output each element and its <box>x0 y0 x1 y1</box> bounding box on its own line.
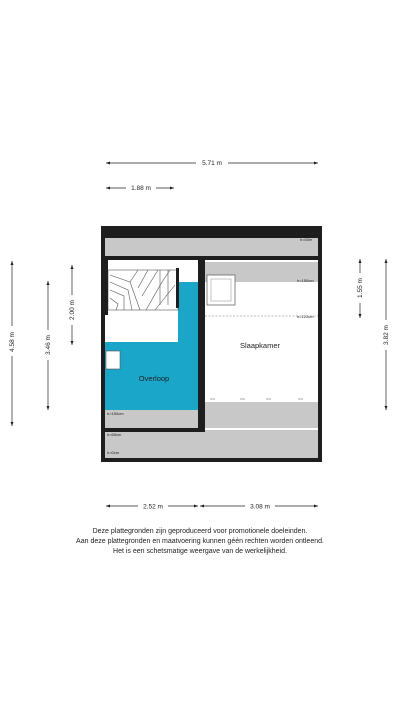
dim-right-height-total <box>380 259 392 410</box>
dim-bottom-right <box>200 500 318 511</box>
dim-left-height-mid-label: 3.46 m <box>45 335 52 355</box>
room-overloop-label: Overloop <box>138 374 170 383</box>
dim-left-height-mid <box>42 281 54 410</box>
cabinet-overloop <box>106 351 120 369</box>
height-label-0: h=0cm <box>107 450 120 455</box>
dim-bottom-left <box>106 500 198 511</box>
dim-bottom-right-label: 3.08 m <box>250 503 270 511</box>
wall-stair-left <box>105 260 108 315</box>
height-label-122: h=122cm <box>297 314 314 319</box>
wall-internal-vertical <box>198 258 205 430</box>
dim-total-width-label: 5.71 m <box>202 160 222 167</box>
low-ceiling-top <box>105 238 318 256</box>
dim-right-height-upper <box>354 259 366 318</box>
disclaimer-line-1: Deze plattegronden zijn geproduceerd voor promotionele doeleinden. <box>92 528 308 535</box>
overloop-stair-landing <box>178 282 198 305</box>
dim-left-height-total <box>6 261 18 426</box>
height-label-top: h=00m <box>300 237 313 242</box>
height-label-150-right: h=150cm <box>297 278 314 283</box>
height-label-150-left: h=150cm <box>107 411 124 416</box>
disclaimer-line-2: Aan deze plattegronden en maatvoering kunnen géén rechten worden ontleend. <box>76 538 324 545</box>
low-ceiling-bottom <box>105 430 318 458</box>
height-label-65: h=65cm <box>107 432 122 437</box>
dim-stair-width-label: 1.88 m <box>131 185 151 192</box>
dim-bottom-left-label: 2.52 m <box>143 503 163 511</box>
wall-internal-top <box>105 256 318 260</box>
dim-stair-width <box>106 182 174 193</box>
dim-right-height-upper-label: 1.55 m <box>357 278 364 298</box>
disclaimer <box>0 527 400 557</box>
plan-body <box>101 226 322 462</box>
dim-right-height-total-label: 3.82 m <box>383 325 390 345</box>
room-slaapkamer-label: Slaapkamer <box>239 341 281 350</box>
dim-left-height-stair <box>66 265 78 345</box>
dim-left-height-stair-label: 2.00 m <box>69 300 76 320</box>
landing-white <box>105 314 178 342</box>
wall-stair-right <box>176 268 179 308</box>
low-ceiling-right-bottom <box>205 402 318 428</box>
dim-total-width <box>106 157 318 168</box>
disclaimer-line-3: Het is een schetsmatige weergave van de werkelijkheid. <box>113 548 287 555</box>
staircase <box>108 270 178 310</box>
dim-left-height-total-label: 4.58 m <box>9 332 16 352</box>
